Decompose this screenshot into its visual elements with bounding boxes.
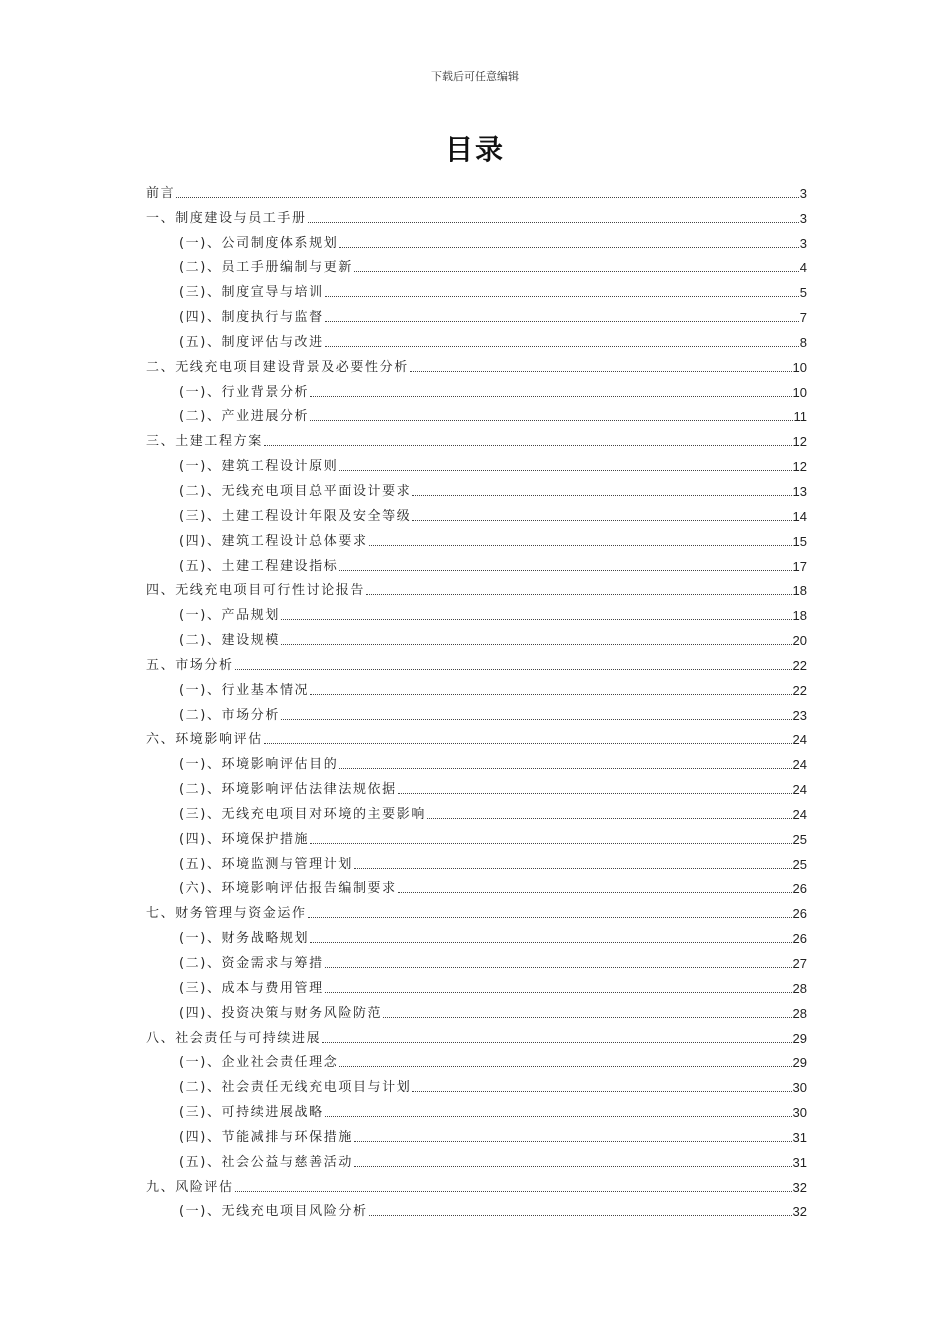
toc-dot-leader — [281, 619, 792, 620]
toc-dot-leader — [264, 743, 792, 744]
toc-subentry[interactable] — [146, 475, 807, 500]
toc-entry[interactable] — [146, 724, 807, 749]
toc-entry-title: (二)、产业进展分析 — [179, 409, 310, 425]
toc-entry-title: (一)、行业背景分析 — [179, 384, 310, 400]
toc-dot-leader — [310, 843, 791, 844]
toc-dot-leader — [281, 644, 792, 645]
toc-entry-title: (五)、环境监测与管理计划 — [179, 856, 353, 872]
toc-entry-title: 七、财务管理与资金运作 — [146, 906, 307, 922]
toc-dot-leader — [339, 1066, 791, 1067]
toc-dot-leader — [398, 793, 792, 794]
toc-dot-leader — [325, 992, 792, 993]
toc-entry-title: (三)、成本与费用管理 — [179, 980, 324, 996]
toc-subentry[interactable] — [146, 823, 807, 848]
toc-dot-leader — [264, 445, 792, 446]
toc-page-number: 29 — [792, 1055, 807, 1071]
toc-page-number: 30 — [792, 1080, 807, 1096]
toc-page-number: 32 — [792, 1179, 807, 1195]
toc-page-number: 23 — [792, 707, 807, 723]
toc-entry-title: (四)、环境保护措施 — [179, 831, 310, 847]
toc-dot-leader — [339, 570, 791, 571]
toc-page-number: 26 — [792, 931, 807, 947]
toc-subentry[interactable] — [146, 972, 807, 997]
toc-entry[interactable] — [146, 575, 807, 600]
toc-page-number: 26 — [792, 906, 807, 922]
toc-subentry[interactable] — [146, 848, 807, 873]
toc-dot-leader — [310, 420, 792, 421]
toc-subentry[interactable] — [146, 674, 807, 699]
toc-entry-title: (二)、员工手册编制与更新 — [179, 260, 353, 276]
toc-dot-leader — [325, 346, 799, 347]
toc-subentry[interactable] — [146, 773, 807, 798]
toc-dot-leader — [325, 1116, 792, 1117]
toc-page-number: 22 — [792, 682, 807, 698]
toc-page-number: 3 — [799, 235, 807, 251]
toc-dot-leader — [354, 868, 792, 869]
toc-subentry[interactable] — [146, 376, 807, 401]
toc-page-number: 25 — [792, 856, 807, 872]
toc-subentry[interactable] — [146, 1096, 807, 1121]
toc-dot-leader — [427, 818, 792, 819]
toc-subentry[interactable] — [146, 1196, 807, 1221]
toc-dot-leader — [235, 1191, 792, 1192]
toc-entry-title: 九、风险评估 — [146, 1179, 234, 1195]
toc-subentry[interactable] — [146, 500, 807, 525]
toc-dot-leader — [281, 719, 792, 720]
toc-entry[interactable] — [146, 1171, 807, 1196]
toc-subentry[interactable] — [146, 550, 807, 575]
toc-subentry[interactable] — [146, 401, 807, 426]
toc-dot-leader — [398, 892, 792, 893]
toc-page-number: 8 — [799, 334, 807, 350]
toc-dot-leader — [369, 545, 792, 546]
toc-entry-title: 八、社会责任与可持续进展 — [146, 1030, 322, 1046]
table-of-contents — [146, 177, 807, 1220]
toc-entry-title: 前言 — [146, 185, 176, 201]
toc-page-number: 15 — [792, 533, 807, 549]
toc-page-number: 10 — [792, 359, 807, 375]
toc-dot-leader — [410, 371, 792, 372]
toc-subentry[interactable] — [146, 525, 807, 550]
toc-entry-title: 二、无线充电项目建设背景及必要性分析 — [146, 359, 409, 375]
toc-subentry[interactable] — [146, 997, 807, 1022]
toc-entry-title: (二)、建设规模 — [179, 633, 280, 649]
toc-entry[interactable] — [146, 649, 807, 674]
toc-entry-title: (一)、财务战略规划 — [179, 931, 310, 947]
toc-dot-leader — [383, 1017, 791, 1018]
toc-page-number: 32 — [792, 1204, 807, 1220]
toc-page-number: 20 — [792, 633, 807, 649]
toc-entry-title: (六)、环境影响评估报告编制要求 — [179, 881, 397, 897]
toc-entry-title: (四)、投资决策与财务风险防范 — [179, 1005, 383, 1021]
toc-entry-title: (二)、社会责任无线充电项目与计划 — [179, 1080, 412, 1096]
toc-dot-leader — [339, 470, 791, 471]
toc-entry-title: (二)、市场分析 — [179, 707, 280, 723]
toc-dot-leader — [339, 247, 798, 248]
toc-page-number: 31 — [792, 1154, 807, 1170]
toc-page-number: 18 — [792, 608, 807, 624]
toc-page-number: 25 — [792, 831, 807, 847]
toc-entry[interactable] — [146, 351, 807, 376]
toc-page-number: 24 — [792, 757, 807, 773]
toc-entry-title: (四)、建筑工程设计总体要求 — [179, 533, 368, 549]
toc-entry[interactable] — [146, 202, 807, 227]
toc-dot-leader — [339, 768, 791, 769]
toc-page-number: 27 — [792, 956, 807, 971]
toc-entry-title: (二)、资金需求与筹措 — [179, 956, 324, 971]
toc-entry-title: (四)、节能减排与环保措施 — [179, 1129, 353, 1145]
toc-subentry[interactable] — [146, 1121, 807, 1146]
toc-page-number: 4 — [799, 260, 807, 276]
toc-subentry[interactable] — [146, 227, 807, 252]
toc-entry-title: 三、土建工程方案 — [146, 434, 263, 450]
toc-page-number: 12 — [792, 459, 807, 475]
toc-dot-leader — [354, 1141, 792, 1142]
toc-subentry[interactable] — [146, 947, 807, 972]
toc-dot-leader — [354, 271, 799, 272]
toc-entry-title: (一)、建筑工程设计原则 — [179, 459, 339, 475]
toc-entry-title: 四、无线充电项目可行性讨论报告 — [146, 583, 366, 599]
toc-entry[interactable] — [146, 177, 807, 202]
toc-subentry[interactable] — [146, 1071, 807, 1096]
toc-dot-leader — [310, 694, 791, 695]
toc-dot-leader — [412, 1091, 791, 1092]
toc-entry-title: (一)、无线充电项目风险分析 — [179, 1204, 368, 1220]
toc-dot-leader — [412, 495, 791, 496]
toc-entry-title: (二)、环境影响评估法律法规依据 — [179, 782, 397, 798]
toc-page-number: 13 — [792, 483, 807, 499]
toc-subentry[interactable] — [146, 699, 807, 724]
toc-page-number: 5 — [799, 285, 807, 301]
toc-dot-leader — [369, 1215, 792, 1216]
toc-dot-leader — [322, 1042, 791, 1043]
toc-dot-leader — [308, 917, 792, 918]
toc-dot-leader — [354, 1166, 792, 1167]
toc-subentry[interactable] — [146, 748, 807, 773]
toc-page-number: 17 — [792, 558, 807, 574]
toc-entry[interactable] — [146, 897, 807, 922]
toc-page-number: 24 — [792, 782, 807, 798]
toc-entry-title: (四)、制度执行与监督 — [179, 310, 324, 326]
toc-subentry[interactable] — [146, 922, 807, 947]
toc-page-number: 12 — [792, 434, 807, 450]
toc-page-number: 3 — [799, 210, 807, 226]
toc-page-number: 24 — [792, 732, 807, 748]
toc-entry-title: (五)、土建工程建设指标 — [179, 558, 339, 574]
toc-entry-title: (五)、制度评估与改进 — [179, 334, 324, 350]
toc-page-number: 29 — [792, 1030, 807, 1046]
toc-page-number: 7 — [799, 310, 807, 326]
toc-entry-title: 六、环境影响评估 — [146, 732, 263, 748]
toc-page-number: 24 — [792, 806, 807, 822]
toc-page-number: 22 — [792, 657, 807, 673]
toc-dot-leader — [308, 222, 799, 223]
toc-subentry[interactable] — [146, 326, 807, 351]
toc-subentry[interactable] — [146, 276, 807, 301]
toc-dot-leader — [412, 520, 791, 521]
toc-dot-leader — [176, 197, 799, 198]
page-title: 目录 — [444, 133, 505, 166]
toc-page-number: 26 — [792, 881, 807, 897]
toc-entry-title: (一)、公司制度体系规划 — [179, 235, 339, 251]
toc-page-number: 28 — [792, 980, 807, 996]
toc-entry-title: (三)、无线充电项目对环境的主要影响 — [179, 806, 426, 822]
toc-entry[interactable] — [146, 425, 807, 450]
toc-subentry[interactable] — [146, 624, 807, 649]
toc-subentry[interactable] — [146, 798, 807, 823]
toc-page-number: 3 — [799, 185, 807, 201]
toc-entry-title: (三)、可持续进展战略 — [179, 1105, 324, 1121]
toc-entry-title: (一)、行业基本情况 — [179, 682, 310, 698]
toc-entry-title: (三)、制度宣导与培训 — [179, 285, 324, 301]
toc-page-number: 11 — [793, 409, 807, 425]
toc-subentry[interactable] — [146, 450, 807, 475]
toc-entry-title: (一)、环境影响评估目的 — [179, 757, 339, 773]
toc-entry-title: (三)、土建工程设计年限及安全等级 — [179, 508, 412, 524]
toc-subentry[interactable] — [146, 873, 807, 898]
toc-dot-leader — [366, 594, 792, 595]
toc-page-number: 28 — [792, 1005, 807, 1021]
toc-entry-title: (一)、企业社会责任理念 — [179, 1055, 339, 1071]
toc-page-number: 31 — [792, 1129, 807, 1145]
toc-subentry[interactable] — [146, 252, 807, 277]
toc-dot-leader — [325, 296, 799, 297]
toc-subentry[interactable] — [146, 301, 807, 326]
toc-dot-leader — [310, 396, 791, 397]
toc-page-number: 10 — [792, 384, 807, 400]
toc-subentry[interactable] — [146, 1146, 807, 1171]
toc-dot-leader — [325, 321, 799, 322]
toc-page-number: 14 — [792, 508, 807, 524]
toc-entry-title: (五)、社会公益与慈善活动 — [179, 1154, 353, 1170]
toc-entry[interactable] — [146, 1022, 807, 1047]
toc-page-number: 18 — [792, 583, 807, 599]
toc-dot-leader — [235, 669, 792, 670]
toc-page-number: 30 — [792, 1105, 807, 1121]
toc-entry-title: (一)、产品规划 — [179, 608, 280, 624]
toc-entry-title: 五、市场分析 — [146, 657, 234, 673]
toc-entry-title: 一、制度建设与员工手册 — [146, 210, 307, 226]
toc-dot-leader — [310, 942, 791, 943]
toc-dot-leader — [325, 967, 792, 968]
page-header: 下载后可任意编辑 — [431, 70, 519, 83]
toc-entry-title: (二)、无线充电项目总平面设计要求 — [179, 483, 412, 499]
toc-subentry[interactable] — [146, 599, 807, 624]
toc-subentry[interactable] — [146, 1047, 807, 1072]
